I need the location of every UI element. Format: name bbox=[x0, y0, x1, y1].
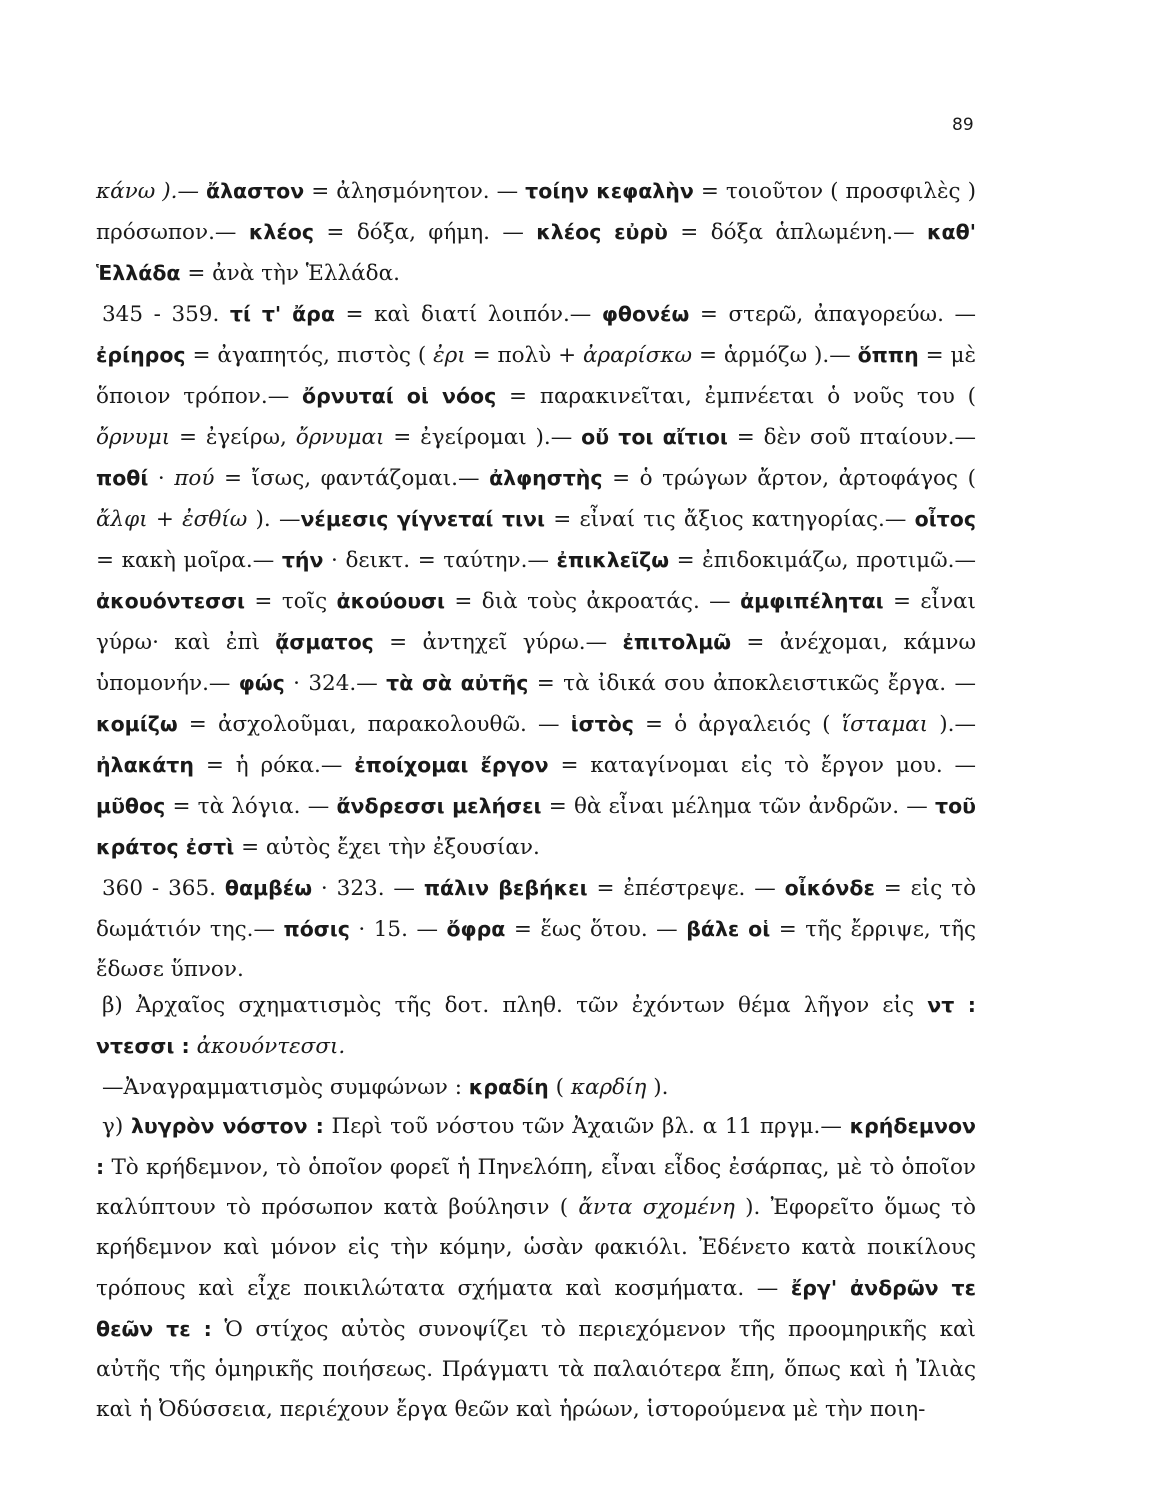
lemma-term: οὔ τοι αἴτιοι bbox=[581, 425, 728, 449]
lemma-term: κρήδεμνον : bbox=[96, 1114, 976, 1179]
gloss-text: = ἀλησμόνητον. — bbox=[304, 179, 526, 204]
paragraph-note-b-anagram bbox=[96, 1067, 976, 1108]
lemma-term: ἀκούουσι bbox=[336, 589, 446, 613]
gloss-text: = ὁ ἀργαλειός ( bbox=[633, 712, 842, 737]
lemma-term: τήν bbox=[281, 548, 324, 572]
gloss-text bbox=[190, 1034, 197, 1059]
gloss-text: = τοιοῦτον ( προσφιλὲς ) πρόσωπον.— bbox=[96, 179, 976, 245]
gloss-text: = μὲ ὅποιον τρόπον.— bbox=[96, 343, 976, 409]
etymology-italic: ἄλφι bbox=[96, 507, 148, 532]
gloss-text: = ἡ ρόκα.— bbox=[193, 753, 355, 778]
gloss-text: · 15. — bbox=[349, 917, 447, 942]
lemma-term: ἐρίηρος bbox=[96, 343, 186, 367]
lemma-term: κλέος bbox=[248, 220, 314, 244]
lemma-term: φώς bbox=[238, 671, 285, 695]
gloss-text: = καὶ διατί λοιπόν.— bbox=[334, 302, 602, 327]
gloss-text: = ἐγείρω, bbox=[170, 425, 296, 450]
lemma-term: τὰ σὰ αὐτῆς bbox=[386, 671, 529, 695]
lemma-term: ἀκουόντεσσι bbox=[96, 589, 246, 613]
lemma-term: λυγρὸν νόστον : bbox=[130, 1114, 324, 1138]
lemma-term: ᾄσματος bbox=[275, 630, 374, 654]
gloss-text: = δόξα, φήμη. — bbox=[314, 220, 537, 245]
lemma-term: ἄνδρεσσι μελήσει bbox=[336, 794, 542, 818]
lemma-term: πόσις bbox=[283, 917, 350, 941]
lemma-term: ντ : ντεσσι : bbox=[96, 993, 976, 1058]
paragraph-verses-329-344 bbox=[96, 171, 976, 294]
etymology-italic: ἀραρίσκω bbox=[583, 343, 693, 368]
gloss-text: = εἶναι γύρω· καὶ ἐπὶ bbox=[96, 589, 976, 655]
gloss-text: ).— bbox=[928, 712, 976, 737]
lemma-term: ἐπικλεῖζω bbox=[556, 548, 670, 572]
gloss-text: = τὰ λόγια. — bbox=[165, 794, 337, 819]
lemma-term: ἄλαστον bbox=[205, 179, 305, 203]
gloss-text: = ἀγαπητός, πιστὸς ( bbox=[185, 343, 434, 368]
lemma-term: καθ' Ἑλλάδα bbox=[96, 220, 976, 285]
lemma-term: μῦθος bbox=[96, 794, 166, 818]
gloss-text: = τῆς ἔρριψε, τῆς ἔδωσε ὕπνον. bbox=[96, 917, 976, 982]
gloss-text: = τοῖς bbox=[245, 589, 337, 614]
gloss-text: · 324.— bbox=[284, 671, 387, 696]
gloss-text: —Ἀναγραμματισμὸς συμφώνων : bbox=[102, 1075, 469, 1100]
gloss-text: 360 - 365. bbox=[102, 876, 225, 901]
gloss-text: = ἐπιδοκιμάζω, προτιμῶ.— bbox=[669, 548, 976, 573]
commentary-block-note-c bbox=[96, 1106, 976, 1430]
lemma-term: τί τ' ἄρα bbox=[229, 302, 335, 326]
lemma-term: ὄφρα bbox=[446, 917, 506, 941]
gloss-text: = ἁρμόζω ).— bbox=[692, 343, 858, 368]
etymology-italic: καρδίη bbox=[570, 1075, 647, 1100]
gloss-text: 345 - 359. bbox=[102, 302, 230, 327]
gloss-text: = παρακινεῖται, ἐμπνέεται ὁ νοῦς του ( bbox=[496, 384, 976, 409]
lemma-term: βάλε οἱ bbox=[686, 917, 771, 941]
gloss-text: = αὐτὸς ἔχει τὴν ἐξουσίαν. bbox=[234, 835, 540, 860]
gloss-text: = δὲν σοῦ πταίουν.— bbox=[727, 425, 976, 450]
etymology-italic: ἐρι bbox=[433, 343, 466, 368]
gloss-text: ). Ἐφορεῖτο ὅμως τὸ κρήδεμνον καὶ μόνον εἰς τὴν κόμην, ὡσὰν φακιόλι. Ἐδένετο κατὰ ποικίλους τρόπους καὶ εἶχε ποικιλώτατα σχήματα καὶ κοσμήματα. — bbox=[96, 1195, 976, 1301]
lemma-term: θαμβέω bbox=[224, 876, 313, 900]
lemma-term: ἔργ' ἀνδρῶν τε θεῶν τε : bbox=[96, 1276, 977, 1341]
etymology-italic: ὄρνυμαι bbox=[295, 425, 385, 450]
lemma-term: οἶκόνδε bbox=[784, 876, 875, 900]
gloss-text: = ἕως ὅτου. — bbox=[505, 917, 687, 942]
etymology-italic: κάνω ).— bbox=[96, 179, 206, 204]
gloss-text: = δόξα ἁπλωμένη.— bbox=[667, 220, 927, 245]
gloss-text: = ἀνὰ τὴν Ἑλλάδα. bbox=[180, 261, 400, 286]
gloss-text: = ἐγείρομαι ).— bbox=[384, 425, 582, 450]
gloss-text: γ) bbox=[102, 1114, 131, 1139]
lemma-term: ἐποίχομαι ἔργον bbox=[354, 753, 549, 777]
lemma-term: τοίην κεφαλὴν bbox=[525, 179, 694, 203]
gloss-text: = ἴσως, φαντάζομαι.— bbox=[214, 466, 490, 491]
paragraph-note-c bbox=[96, 1106, 976, 1430]
gloss-text: · δεικτ. = ταύτην.— bbox=[323, 548, 557, 573]
lemma-term: κραδίη bbox=[468, 1075, 549, 1099]
etymology-italic: ἐσθίω bbox=[182, 507, 248, 532]
gloss-text: β) Ἀρχαῖος σχηματισμὸς τῆς δοτ. πληθ. τῶν ἐχόντων θέμα λῆγον εἰς bbox=[102, 993, 928, 1018]
gloss-text: = ὁ τρώγων ἄρτον, ἀρτοφάγος ( bbox=[602, 466, 976, 491]
gloss-text: = πολὺ + bbox=[465, 343, 584, 368]
lemma-term: οἶτος bbox=[914, 507, 976, 531]
lemma-term: ὄρνυταί οἱ νόος bbox=[302, 384, 497, 408]
lemma-term: κλέος εὐρὺ bbox=[536, 220, 668, 244]
etymology-italic: πού bbox=[174, 466, 215, 491]
gloss-text: = εἶναί τις ἄξιος κατηγορίας.— bbox=[544, 507, 915, 532]
commentary-block-main bbox=[96, 171, 976, 990]
gloss-text: = καταγίνομαι εἰς τὸ ἔργον μου. — bbox=[548, 753, 977, 778]
lemma-term: ὅππη bbox=[857, 343, 919, 367]
paragraph-verses-345-359 bbox=[96, 294, 976, 868]
gloss-text: Τὸ κρήδεμνον, τὸ ὁποῖον φορεῖ ἡ Πηνελόπη, εἶναι εἶδος ἐσάρπας, μὲ τὸ ὁποῖον καλύπτουν τὸ πρόσωπον κατὰ βούλησιν ( bbox=[96, 1155, 976, 1220]
lemma-term: φθονέω bbox=[601, 302, 690, 326]
gloss-text: = διὰ τοὺς ἀκροατάς. — bbox=[445, 589, 741, 614]
etymology-italic: ἵσταμαι bbox=[841, 712, 929, 737]
gloss-text: ). — bbox=[247, 507, 301, 532]
gloss-text: · bbox=[148, 466, 175, 491]
lemma-term: πάλιν βεβήκει bbox=[423, 876, 588, 900]
gloss-text: = τὰ ἰδικά σου ἀποκλειστικῶς ἔργα. — bbox=[528, 671, 976, 696]
etymology-italic: ἀκουόντεσσι. bbox=[196, 1034, 346, 1059]
gloss-text: = ἀντηχεῖ γύρω.— bbox=[373, 630, 623, 655]
gloss-text: Ὁ στίχος αὐτὸς συνοψίζει τὸ περιεχόμενον τῆς προομηρικῆς καὶ αὐτῆς τῆς ὁμηρικῆς ποιήσεως. Πράγματι τὰ παλαιότερα ἔπη, ὅπως καὶ ἡ Ἰλιὰς καὶ ἡ Ὀδύσσεια, περιέχουν ἔργα θεῶν καὶ ἡρώων, ἱστορούμενα μὲ τὴν ποιη- bbox=[96, 1317, 976, 1422]
commentary-block-note-b bbox=[96, 985, 976, 1108]
lemma-term: ἀμφιπέληται bbox=[740, 589, 884, 613]
gloss-text: + bbox=[147, 507, 183, 532]
gloss-text: ( bbox=[548, 1075, 571, 1100]
lemma-term: ποθί bbox=[96, 466, 149, 490]
gloss-text: = στερῶ, ἀπαγορεύω. — bbox=[689, 302, 976, 327]
etymology-italic: ἄντα σχομένη bbox=[578, 1195, 735, 1220]
page-number: 89 bbox=[952, 115, 974, 135]
gloss-text: = ἀνέχομαι, κάμνω ὑπομονήν.— bbox=[96, 630, 976, 696]
gloss-text: = κακὴ μοῖρα.— bbox=[96, 548, 282, 573]
gloss-text: = ἐπέστρεψε. — bbox=[587, 876, 785, 901]
lemma-term: ἐπιτολμῶ bbox=[622, 630, 732, 654]
lemma-term: ἱστὸς bbox=[570, 712, 634, 736]
lemma-term: ἠλακάτη bbox=[96, 753, 194, 777]
etymology-italic: ὄρνυμι bbox=[96, 425, 171, 450]
gloss-text: · 323. — bbox=[312, 876, 424, 901]
gloss-text: = εἰς τὸ δωμάτιόν της.— bbox=[96, 876, 977, 942]
gloss-text: = ἀσχολοῦμαι, παρακολουθῶ. — bbox=[177, 712, 571, 737]
lemma-term: ἀλφηστὴς bbox=[489, 466, 603, 490]
gloss-text: Περὶ τοῦ νόστου τῶν Ἀχαιῶν βλ. α 11 πργμ.— bbox=[323, 1114, 850, 1139]
gloss-text: = θὰ εἶναι μέλημα τῶν ἀνδρῶν. — bbox=[541, 794, 935, 819]
lemma-term: νέμεσις γίγνεταί τινι bbox=[300, 507, 545, 531]
lemma-term: τοῦ κράτος ἐστὶ bbox=[96, 794, 976, 859]
paragraph-note-b bbox=[96, 985, 976, 1067]
paragraph-verses-360-365 bbox=[96, 868, 976, 990]
gloss-text: ). bbox=[646, 1075, 669, 1100]
lemma-term: κομίζω bbox=[96, 712, 178, 736]
